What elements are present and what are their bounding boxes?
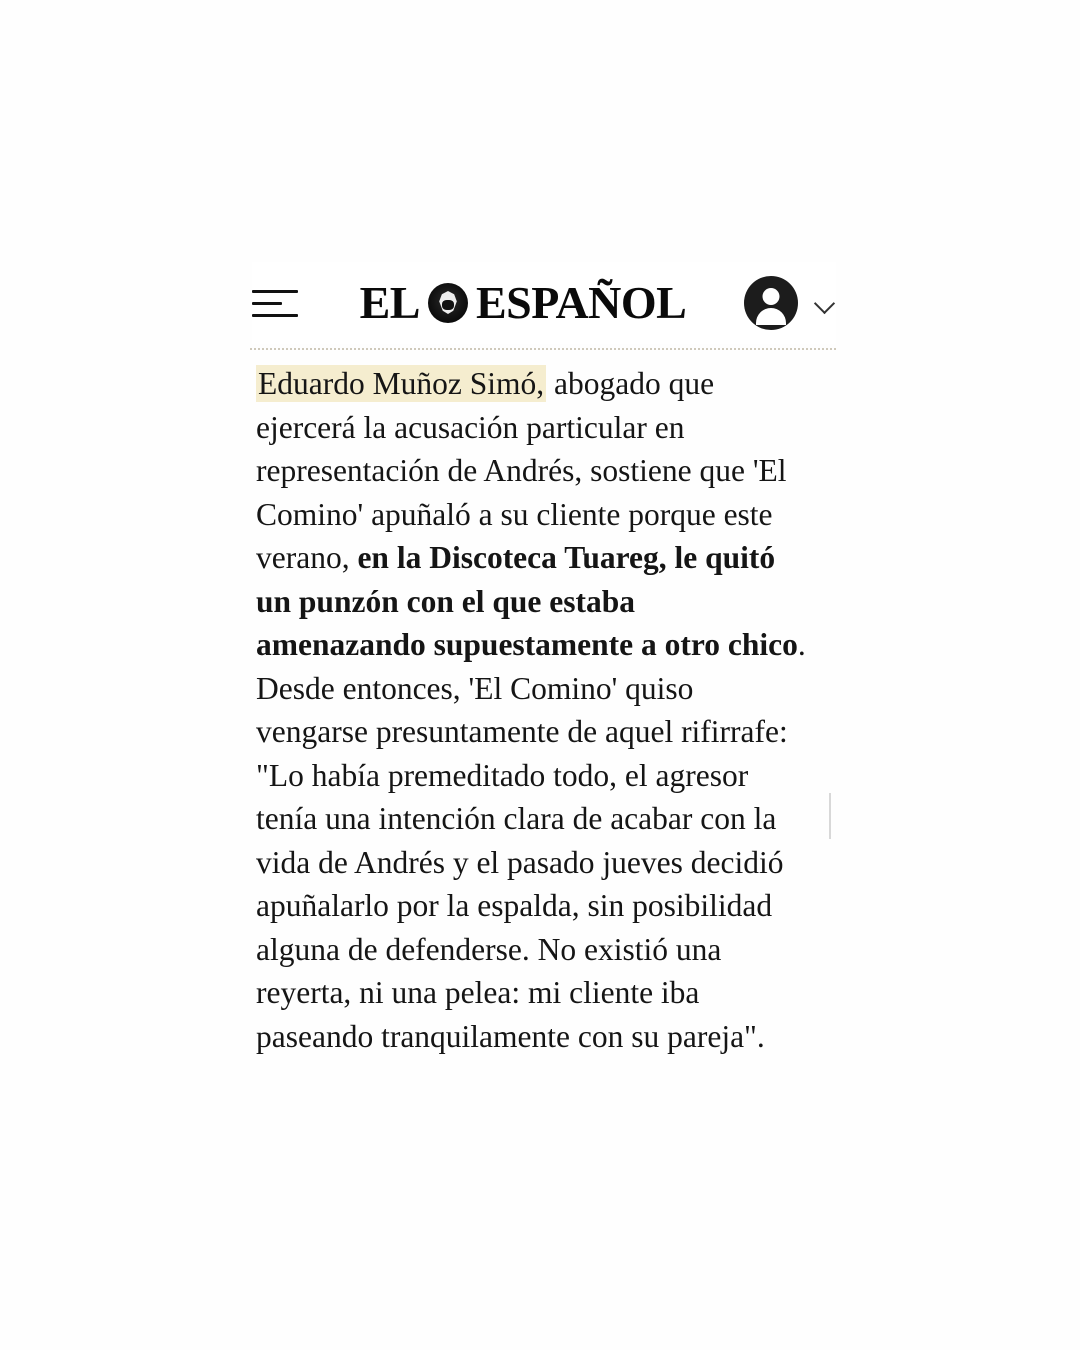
site-logo[interactable] (312, 277, 734, 328)
account-area (744, 276, 836, 330)
article-bold-segment: en la Discoteca Tuareg, le quitó un punzón con el que estaba amenazando supuestamente a otro chico (256, 540, 798, 662)
header-divider (250, 348, 836, 350)
article-body (256, 362, 812, 1058)
highlighted-lawyer-name: Eduardo Muñoz Simó, (258, 366, 545, 401)
chevron-down-icon[interactable] (814, 292, 836, 314)
brand-text-left: EL (359, 277, 420, 328)
article-text-part-2: . Desde entonces, 'El Comino' quiso vengarse presuntamente de aquel rifirrafe: "Lo había premeditado todo, el agresor tenía una intención clara de acabar con la vida de Andrés y el pasado jueves decidió apuñalarlo por la espalda, sin posibilidad alguna de defenderse. No existió una reyerta, ni una pelea: mi cliente iba paseando tranquilamente con su pareja". (256, 627, 806, 1054)
article-paragraph (256, 362, 812, 1058)
lion-head-logo-icon (428, 283, 468, 323)
brand-text-right: ESPAÑOL (476, 277, 687, 328)
article-text-part-1: abogado que ejercerá la acusación particular en representación de Andrés, sostiene que 'El Comino' apuñaló a su cliente porque este verano, (256, 366, 787, 575)
hamburger-bar (252, 302, 282, 305)
user-account-icon[interactable] (744, 276, 798, 330)
hamburger-bar (252, 314, 298, 317)
site-header (252, 262, 836, 344)
hamburger-menu-icon[interactable] (252, 286, 298, 320)
scroll-indicator[interactable] (829, 793, 831, 839)
hamburger-bar (252, 290, 298, 293)
